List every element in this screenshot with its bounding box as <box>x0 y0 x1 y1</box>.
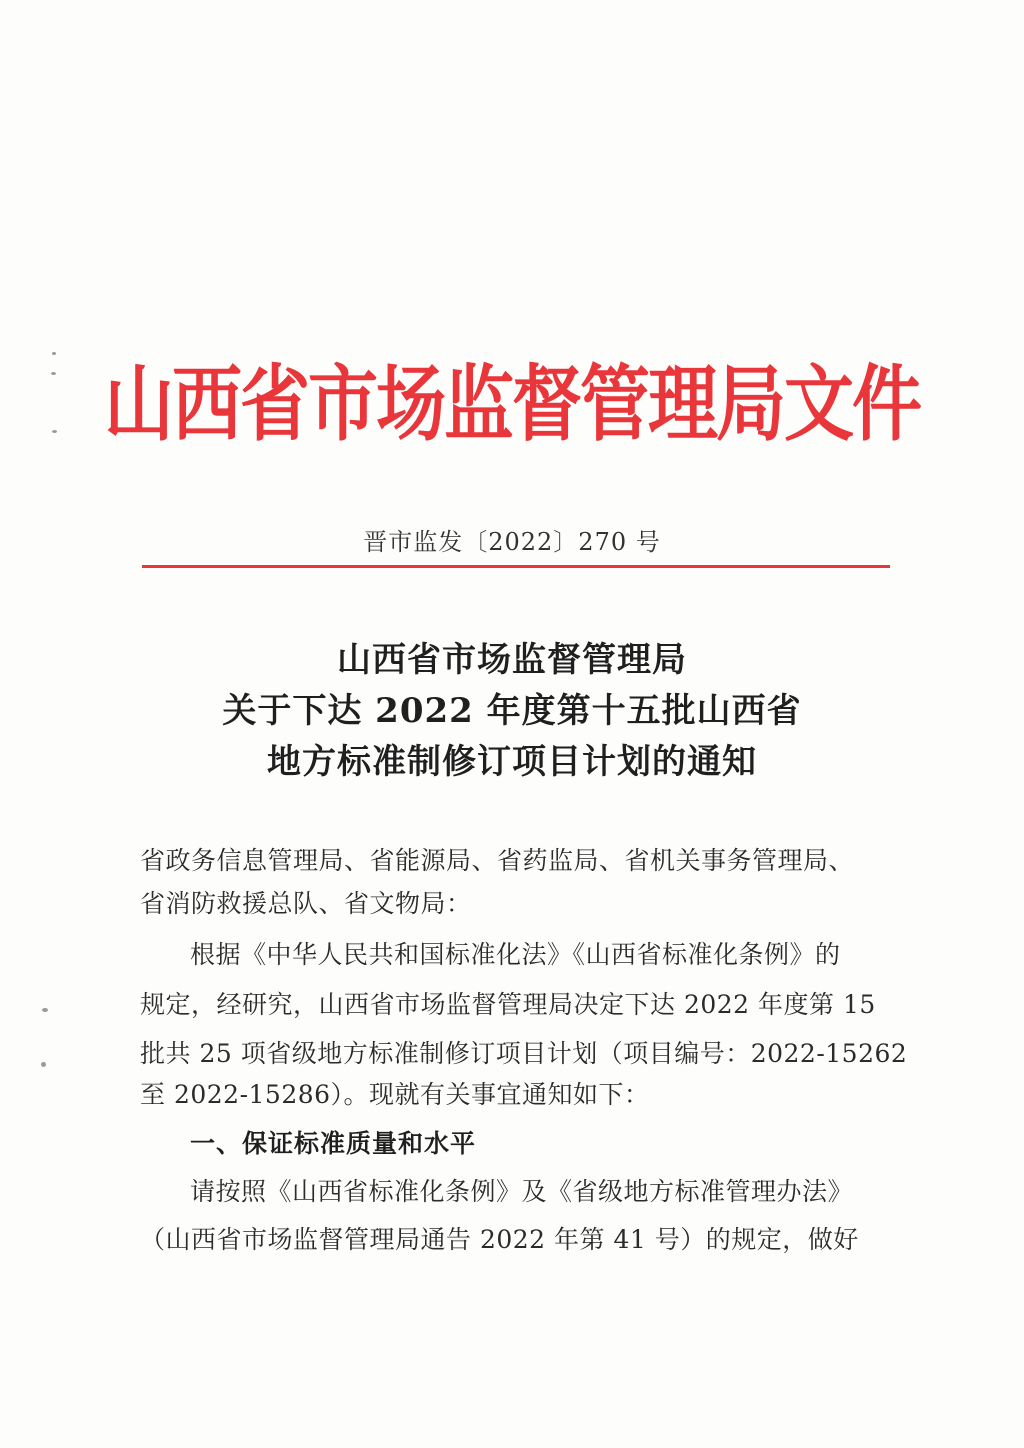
title-line: 地方标准制修订项目计划的通知 <box>267 742 757 782</box>
recipients-line: 省政务信息管理局、省能源局、省药监局、省机关事务管理局、 <box>140 846 855 875</box>
paragraph-line: 根据《中华人民共和国标准化法》《山西省标准化条例》的 <box>190 940 841 969</box>
scan-mark <box>41 1062 46 1067</box>
section-heading: 一、保证标准质量和水平 <box>190 1129 477 1158</box>
paragraph-line: （山西省市场监督管理局通告 2022 年第 41 号）的规定，做好 <box>140 1225 859 1254</box>
paragraph-line: 至 2022-15286）。现就有关事宜通知如下： <box>140 1080 650 1109</box>
scan-mark <box>42 1008 48 1012</box>
paragraph-line: 规定，经研究，山西省市场监督管理局决定下达 2022 年度第 15 <box>140 990 876 1019</box>
paragraph-line: 批共 25 项省级地方标准制修订项目计划（项目编号：2022-15262 <box>140 1039 908 1068</box>
paragraph-line: 请按照《山西省标准化条例》及《省级地方标准管理办法》 <box>190 1177 854 1206</box>
red-divider-line <box>142 565 890 568</box>
title-line: 关于下达 2022 年度第十五批山西省 <box>222 691 802 731</box>
notice-title <box>0 635 1024 788</box>
title-line: 山西省市场监督管理局 <box>337 640 687 680</box>
document-number: 晋市监发〔2022〕270 号 <box>363 528 661 556</box>
document-header-title: 山西省市场监督管理局文件 <box>104 354 920 453</box>
recipients-line: 省消防救援总队、省文物局： <box>140 889 472 918</box>
